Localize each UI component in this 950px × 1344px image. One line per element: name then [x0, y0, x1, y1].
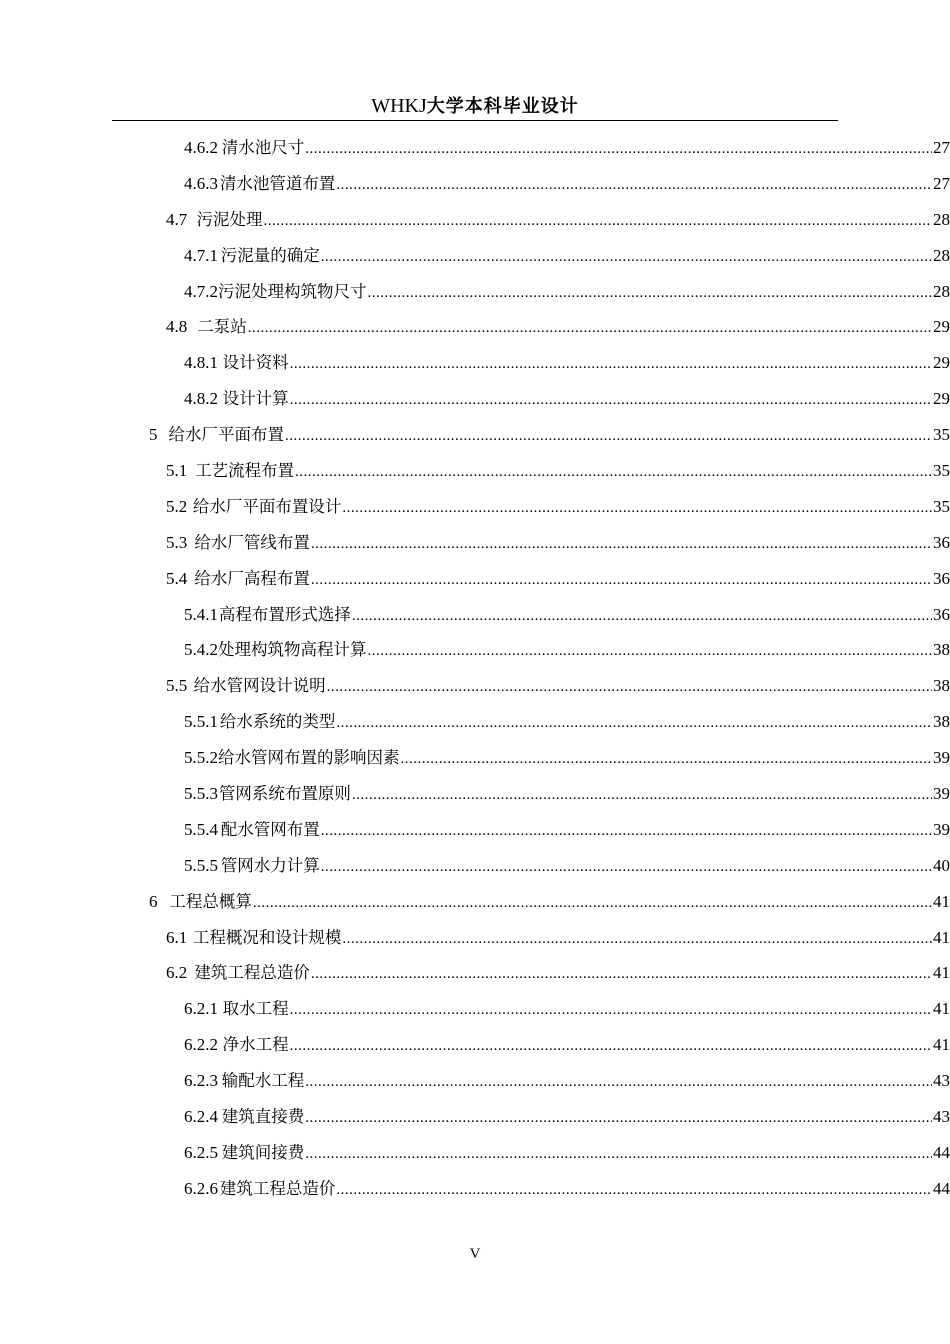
toc-entry[interactable] — [184, 1025, 950, 1061]
toc-entry-title: 设计资料 — [222, 353, 289, 373]
toc-dot-leader — [305, 1073, 932, 1091]
toc-entry[interactable] — [184, 810, 950, 846]
toc-entry[interactable] — [149, 415, 950, 451]
toc-entry-title: 建筑工程总造价 — [219, 1178, 336, 1198]
table-of-contents — [0, 128, 950, 1205]
toc-entry[interactable] — [184, 1097, 950, 1133]
toc-entry[interactable] — [184, 989, 950, 1025]
toc-dot-leader — [290, 355, 932, 373]
toc-entry[interactable] — [166, 523, 950, 559]
toc-entry-page: 38 — [933, 712, 950, 732]
toc-dot-leader — [352, 786, 932, 804]
toc-entry[interactable] — [184, 164, 950, 200]
toc-entry-page: 36 — [933, 532, 950, 552]
toc-entry[interactable] — [184, 272, 950, 308]
toc-entry-page: 35 — [933, 460, 950, 480]
toc-entry-number: 5.3 — [166, 532, 188, 552]
toc-entry-page: 38 — [933, 640, 950, 660]
toc-dot-leader — [305, 140, 932, 158]
toc-entry[interactable] — [166, 666, 950, 702]
toc-dot-leader — [368, 284, 933, 302]
toc-entry-page: 44 — [933, 1178, 950, 1198]
header-title: 大学本科毕业设计 — [426, 96, 579, 117]
toc-entry-number: 5.4.1 — [184, 604, 218, 624]
toc-entry-title: 配水管网布置 — [220, 819, 320, 839]
toc-dot-leader — [336, 176, 932, 194]
toc-entry-number: 4.8 — [166, 317, 188, 337]
toc-entry-number: 5.1 — [166, 460, 188, 480]
toc-entry-page: 39 — [933, 783, 950, 803]
toc-entry-number: 5.2 — [166, 496, 188, 516]
toc-entry-page: 29 — [933, 389, 950, 409]
toc-entry-page: 27 — [933, 137, 950, 157]
toc-entry[interactable] — [184, 774, 950, 810]
toc-entry-title: 给水厂高程布置 — [194, 568, 310, 588]
toc-entry-page: 36 — [933, 604, 950, 624]
toc-entry-title: 给水管网设计说明 — [193, 676, 326, 696]
toc-entry-number: 4.8.2 — [184, 389, 218, 409]
toc-entry-page: 41 — [933, 999, 950, 1019]
toc-entry[interactable] — [166, 487, 950, 523]
toc-entry-page: 44 — [933, 1142, 950, 1162]
toc-entry-title: 取水工程 — [222, 999, 289, 1019]
toc-entry[interactable] — [184, 702, 950, 738]
toc-entry[interactable] — [184, 343, 950, 379]
toc-entry[interactable] — [166, 307, 950, 343]
toc-entry-number: 5.5.5 — [184, 855, 218, 875]
toc-dot-leader — [321, 858, 932, 876]
toc-entry-number: 6.1 — [166, 927, 188, 947]
toc-entry-title: 工程总概算 — [169, 891, 252, 911]
toc-entry-title: 建筑直接费 — [221, 1106, 305, 1126]
toc-entry-number: 4.7.2 — [184, 281, 218, 301]
toc-entry-number: 4.8.1 — [184, 353, 218, 373]
toc-dot-leader — [352, 607, 932, 625]
toc-entry-title: 污泥处理构筑物尺寸 — [218, 281, 367, 301]
toc-entry-title: 给水管网布置的影响因素 — [218, 748, 400, 768]
toc-entry-number: 6.2.2 — [184, 1035, 218, 1055]
toc-dot-leader — [321, 822, 932, 840]
toc-dot-leader — [368, 642, 933, 660]
toc-dot-leader — [305, 1145, 932, 1163]
toc-entry[interactable] — [166, 200, 950, 236]
toc-entry-title: 净水工程 — [222, 1035, 289, 1055]
toc-entry-title: 工程概况和设计规模 — [192, 927, 342, 947]
toc-entry-title: 给水厂平面布置 — [168, 425, 284, 445]
toc-entry-page: 41 — [933, 927, 950, 947]
toc-entry-page: 36 — [933, 568, 950, 588]
toc-entry-page: 38 — [933, 676, 950, 696]
toc-entry-number: 5 — [149, 425, 158, 445]
toc-entry-title: 清水池尺寸 — [221, 137, 305, 157]
toc-dot-leader — [253, 894, 932, 912]
toc-dot-leader — [336, 714, 932, 732]
toc-entry-page: 29 — [933, 317, 950, 337]
toc-entry-page: 41 — [933, 963, 950, 983]
toc-entry-title: 处理构筑物高程计算 — [218, 640, 367, 660]
toc-entry[interactable] — [166, 559, 950, 595]
toc-entry[interactable] — [184, 1133, 950, 1169]
toc-entry-number: 5.5.1 — [184, 712, 218, 732]
toc-entry-number: 4.7 — [166, 209, 188, 229]
toc-entry-title: 工艺流程布置 — [195, 460, 295, 480]
toc-dot-leader — [290, 391, 932, 409]
toc-entry[interactable] — [184, 846, 950, 882]
header-latin: WHKJ — [371, 95, 427, 117]
toc-entry-title: 建筑间接费 — [221, 1142, 305, 1162]
toc-entry-title: 管网系统布置原则 — [218, 783, 351, 803]
toc-entry-page: 41 — [933, 891, 950, 911]
toc-entry-number: 6.2.6 — [184, 1178, 218, 1198]
toc-entry[interactable] — [166, 918, 950, 954]
toc-entry-number: 4.7.1 — [184, 245, 218, 265]
toc-dot-leader — [311, 535, 932, 553]
toc-entry-title: 高程布置形式选择 — [218, 604, 351, 624]
toc-entry[interactable] — [149, 882, 950, 918]
toc-dot-leader — [290, 1001, 932, 1019]
toc-dot-leader — [290, 1037, 932, 1055]
toc-entry-title: 输配水工程 — [221, 1071, 305, 1091]
toc-dot-leader — [285, 427, 932, 445]
toc-dot-leader — [401, 750, 933, 768]
toc-entry-title: 二泵站 — [197, 317, 247, 337]
toc-entry-title: 设计计算 — [222, 389, 289, 409]
toc-entry-title: 清水池管道布置 — [219, 173, 336, 193]
toc-entry[interactable] — [184, 738, 950, 774]
toc-dot-leader — [321, 248, 932, 266]
toc-dot-leader — [263, 212, 932, 230]
toc-entry-page: 39 — [933, 819, 950, 839]
toc-entry[interactable] — [184, 379, 950, 415]
toc-entry-number: 6.2.5 — [184, 1142, 218, 1162]
toc-entry-number: 5.5.3 — [184, 783, 218, 803]
toc-entry-title: 管网水力计算 — [220, 855, 320, 875]
toc-entry-number: 5.4 — [166, 568, 188, 588]
page-header — [112, 92, 838, 121]
toc-dot-leader — [311, 571, 932, 589]
toc-entry-title: 污泥处理 — [196, 209, 263, 229]
toc-entry-page: 28 — [933, 245, 950, 265]
toc-entry-page: 43 — [933, 1106, 950, 1126]
toc-entry-number: 6 — [149, 891, 158, 911]
toc-entry-page: 28 — [933, 281, 950, 301]
toc-entry-number: 4.6.2 — [184, 137, 218, 157]
toc-dot-leader — [295, 463, 932, 481]
toc-entry-number: 5.5 — [166, 676, 188, 696]
toc-entry[interactable] — [184, 1061, 950, 1097]
toc-entry[interactable] — [184, 128, 950, 164]
toc-entry[interactable] — [166, 451, 950, 487]
toc-entry-page: 28 — [933, 209, 950, 229]
toc-entry-page: 35 — [933, 496, 950, 516]
toc-entry-title: 污泥量的确定 — [220, 245, 320, 265]
toc-entry[interactable] — [184, 595, 950, 631]
toc-entry-page: 40 — [933, 855, 950, 875]
toc-entry-title: 给水厂平面布置设计 — [192, 496, 342, 516]
toc-dot-leader — [311, 965, 932, 983]
toc-dot-leader — [342, 499, 932, 517]
toc-entry-page: 29 — [933, 353, 950, 373]
toc-entry-number: 5.5.2 — [184, 748, 218, 768]
toc-dot-leader — [336, 1181, 932, 1199]
toc-dot-leader — [327, 678, 932, 696]
toc-entry-number: 6.2.1 — [184, 999, 218, 1019]
toc-entry-page: 39 — [933, 748, 950, 768]
toc-entry-number: 4.6.3 — [184, 173, 218, 193]
toc-dot-leader — [248, 319, 932, 337]
toc-entry-page: 43 — [933, 1071, 950, 1091]
toc-entry-title: 给水系统的类型 — [219, 712, 336, 732]
toc-entry-number: 6.2.4 — [184, 1106, 218, 1126]
toc-entry-title: 建筑工程总造价 — [194, 963, 310, 983]
toc-entry[interactable] — [184, 1169, 950, 1205]
toc-entry-title: 给水厂管线布置 — [194, 532, 310, 552]
toc-entry-number: 5.5.4 — [184, 819, 218, 839]
toc-entry-page: 35 — [933, 425, 950, 445]
toc-entry[interactable] — [184, 236, 950, 272]
toc-entry-number: 6.2 — [166, 963, 188, 983]
toc-dot-leader — [342, 930, 932, 948]
page-number: V — [469, 1246, 481, 1262]
toc-entry[interactable] — [184, 630, 950, 666]
toc-entry[interactable] — [166, 953, 950, 989]
toc-entry-page: 27 — [933, 173, 950, 193]
toc-entry-number: 6.2.3 — [184, 1071, 218, 1091]
toc-entry-number: 5.4.2 — [184, 640, 218, 660]
toc-entry-page: 41 — [933, 1035, 950, 1055]
toc-dot-leader — [305, 1109, 932, 1127]
